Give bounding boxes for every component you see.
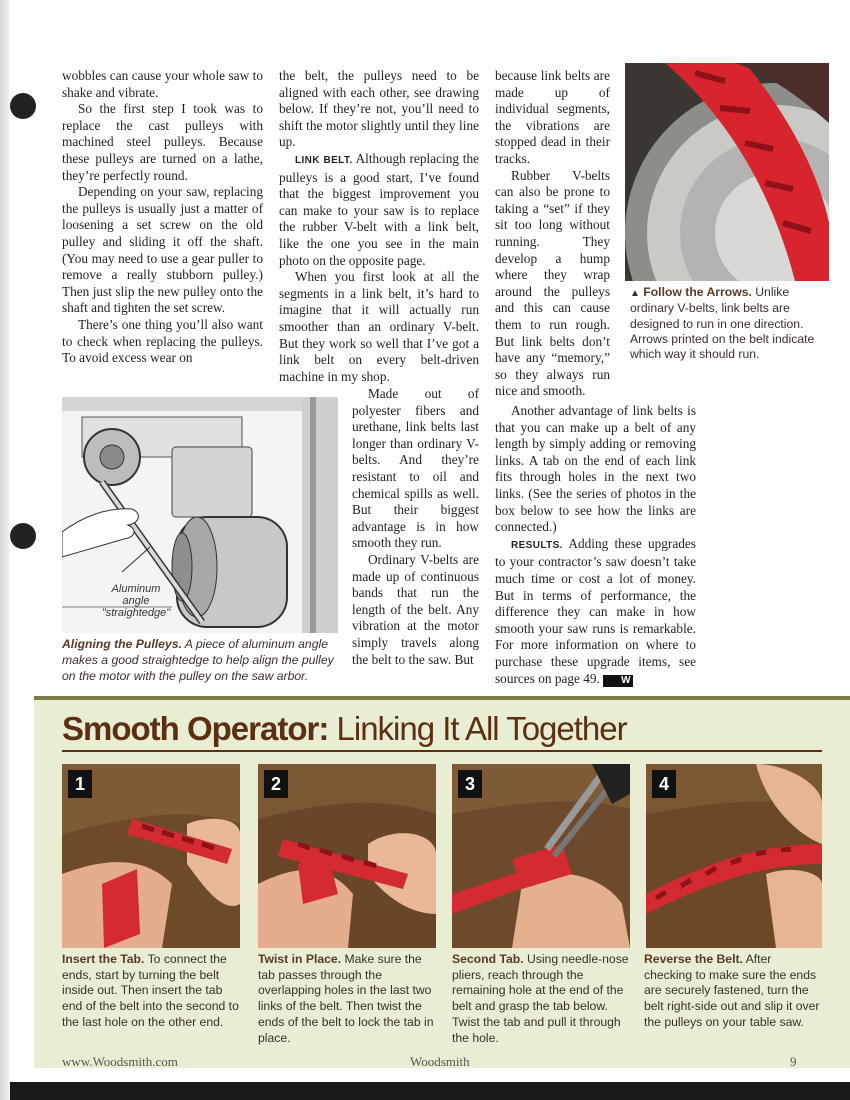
step-head: Insert the Tab.: [62, 952, 145, 966]
step-photo-1: [62, 764, 240, 948]
paragraph: wobbles can cause your whole saw to shake and vibrate.: [62, 68, 263, 100]
step-photo-4: [646, 764, 822, 948]
page-number: 9: [790, 1054, 797, 1069]
footer-magazine: Woodsmith: [410, 1054, 470, 1069]
paragraph: Rubber V-belts can also be prone to taking a “set” if they sit too long without running. They develop a hump where they wrap around the pulleys and this can cause them to run rough. But link belts don’t have any “memory,” so they always run nice and smooth.: [495, 167, 610, 399]
paragraph: There’s one thing you’ll also want to check when replacing the pulleys. To avoid excess wear on: [62, 316, 263, 366]
alignment-caption: [62, 636, 342, 684]
step-head: Reverse the Belt.: [644, 952, 743, 966]
step-caption-4: [644, 952, 822, 1031]
pulley-alignment-drawing: [62, 397, 338, 633]
drawing-label-line: Aluminum: [111, 583, 161, 595]
paragraph: Although replacing the pulleys is a good start, I’ve found that the biggest improvement you can make to your saw is to replace the rubber V-belt with a link belt, like the one you see in the main photo on the opposite page.: [279, 150, 480, 268]
end-mark: W: [603, 675, 632, 687]
step-caption-1: [62, 952, 240, 1031]
paragraph: Made out of polyester fibers and urethane, link belts last longer than ordinary V-belts. And they’re resistant to oil and chemical spills as well. But their biggest advantage is in how smooth they run.: [352, 386, 479, 551]
article-column-2: [279, 68, 479, 385]
article-column-3-narrow: [495, 68, 610, 400]
caption-body: Unlike ordinary V-belts, link belts are designed to run in one direction. Arrows printed on the belt indicate which way it should run.: [630, 285, 815, 362]
footer-url[interactable]: www.Woodsmith.com: [62, 1054, 178, 1069]
page-bottom-bar: [10, 1082, 850, 1100]
paragraph: So the first step I took was to replace the cast pulleys with machined steel pulleys. Because these pulleys are turned on a lathe, they’re perfectly round.: [62, 101, 263, 183]
caption-body: A piece of aluminum angle makes a good straightedge to help align the pulley on the motor with the pulley on the saw arbor.: [62, 637, 334, 683]
binder-hole: [10, 93, 36, 119]
paragraph: because link belts are made up of individual segments, the vibrations are stopped dead in their tracks.: [495, 68, 610, 166]
box-title-bold: Smooth Operator:: [62, 710, 329, 747]
paragraph: Another advantage of link belts is that you can make up a belt of any length by simply adding or removing links. A tab on the end of each link fits through holes in the next two links. (See the series of photos in the box below to see how the links are connected.): [495, 403, 696, 535]
paragraph: When you first look at all the segments in a link belt, it’s hard to imagine that it will actually run smoother than an ordinary V-belt. But they work so well that I’ve got a link belt on every belt-driven machine in my shop.: [279, 269, 479, 384]
step-photo-2: [258, 764, 436, 948]
article-column-3-wide: [495, 403, 696, 687]
paragraph: Depending on your saw, replacing the pulleys is usually just a matter of loosening a set screw on the old pulley and sliding it off the shaft. (You may need to use a gear puller to remove a really stubborn pulley.) Then just slip the new pulley onto the shaft and tighten the set screw.: [62, 184, 263, 316]
section-head-link-belt: LINK BELT.: [294, 154, 353, 166]
page-edge: [0, 0, 10, 1100]
drawing-label-line: angle: [122, 595, 150, 607]
article-column-1: [62, 68, 263, 367]
step-body: Using needle-nose pliers, reach through the remaining hole at the end of the belt and grasp the tab below. Twist the tab and pull it through the hole.: [452, 952, 629, 1045]
step-body: Make sure the tab passes through the overlapping holes in the last two links of the belt. Then twist the ends of the belt to lock the tab in place.: [258, 952, 434, 1045]
arrows-caption: [630, 285, 820, 362]
step-photo-3: [452, 764, 630, 948]
drawing-label-line: "straightedge": [101, 607, 171, 619]
step-head: Twist in Place.: [258, 952, 342, 966]
step-number: 1: [68, 770, 92, 798]
drawing-label: [88, 583, 184, 619]
link-belt-pulley-image: [625, 63, 829, 281]
step-caption-3: [452, 952, 630, 1046]
arrow-up-icon: ▲: [630, 288, 640, 299]
step-number: 3: [458, 770, 482, 798]
section-head-results: RESULTS.: [510, 539, 563, 551]
paragraph: Adding these upgrades to your contractor’s saw doesn’t take much time or cost a lot of money. But in terms of performance, the difference they can make in how smooth your saw runs is remarkable. For more information on where to purchase these upgrade items, see sources on page 49.: [495, 535, 696, 686]
box-title-rest: Linking It All Together: [336, 710, 627, 747]
step-body: To connect the ends, start by turning the belt inside out. Then insert the tab end of the belt into the second to the last hole on the other end.: [62, 952, 239, 1029]
box-title: [62, 709, 627, 749]
step-caption-2: [258, 952, 436, 1046]
paragraph: the belt, the pulleys need to be aligned with each other, see drawing below. If they’re not, you’ll need to shift the motor slightly until they line up.: [279, 68, 479, 150]
caption-head: Aligning the Pulleys.: [62, 637, 182, 651]
step-number: 4: [652, 770, 676, 798]
step-number: 2: [264, 770, 288, 798]
step-body: After checking to make sure the ends are securely fastened, turn the belt right-side out and slip it over the pulleys on your table saw.: [644, 952, 820, 1029]
binder-hole: [10, 523, 36, 549]
title-rule: [62, 750, 822, 752]
caption-head: Follow the Arrows.: [643, 285, 752, 299]
step-head: Second Tab.: [452, 952, 524, 966]
paragraph: Ordinary V-belts are made up of continuous bands that run the length of the belt. Any vibration at the motor simply travels along the belt to the saw. But: [352, 551, 479, 667]
article-column-2-narrow: [352, 386, 479, 668]
link-belt-photo: [625, 63, 829, 281]
